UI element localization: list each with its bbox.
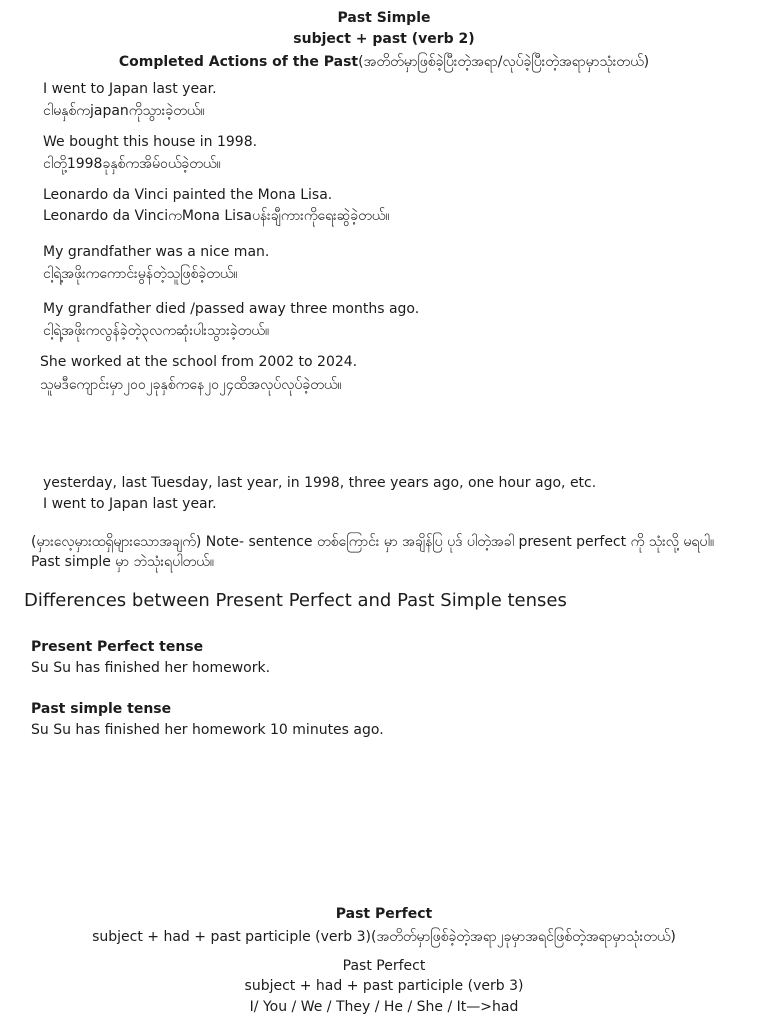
past-perfect-title-2: Past Perfect [342, 958, 426, 974]
example-4-my: ငါ့ရဲ့အဖိုးကကောင်းမွန်တဲ့သူဖြစ်ခဲ့တယ်။ [43, 266, 238, 282]
past-simple-formula: subject + past (verb 2) [293, 31, 475, 47]
example-6-my: သူမဒီကျောင်းမှာ၂၀၀၂ခုနှစ်ကနေ၂၀၂၄ထိအလုပ်လုပ်ခဲ့တယ်။ [40, 377, 342, 393]
example-1-my: ငါမနှစ်ကjapanကိုသွားခဲ့တယ်။ [43, 103, 205, 119]
present-perfect-label: Present Perfect tense [31, 639, 204, 655]
past-perfect-title: Past Perfect [335, 906, 433, 922]
past-perfect-formula: subject + had + past participle (verb 3)(အတိတ်မှာဖြစ်ခဲ့တဲ့အရာ၂ခုမှာအရင်ဖြစ်တဲ့အရာမှာသုံးတယ်) [92, 929, 676, 945]
past-simple-usage [0, 52, 768, 73]
example-2-en: We bought this house in 1998. [43, 134, 258, 150]
common-mistake-note: (မှားလေ့မှားထရှိများသောအချက်) Note- sentence တစ်ကြောင်း မှာ အချိန်ပြ ပုဒ် ပါတဲ့အခါ present perfect ကို သုံးလို့ မရပါ။ Past simple မှာ ဘဲသုံးရပါတယ်။ [31, 534, 715, 570]
past-perfect-pronouns: I/ You / We / They / He / She / It—>had [249, 999, 519, 1015]
differences-heading: Differences between Present Perfect and Past Simple tenses [24, 590, 567, 611]
time-expressions: yesterday, last Tuesday, last year, in 1998, three years ago, one hour ago, etc. [43, 475, 597, 491]
usage-note: (အတိတ်မှာဖြစ်ခဲ့ပြီးတဲ့အရာ/လုပ်ခဲ့ပြီးတဲ့အရာမှာသုံးတယ်) [358, 54, 650, 70]
usage-bold: Completed Actions of the Past [118, 54, 359, 70]
past-simple-label: Past simple tense [31, 701, 172, 717]
present-perfect-example: Su Su has finished her homework. [31, 660, 271, 676]
past-simple-title: Past Simple [337, 10, 431, 26]
example-3-my: Leonardo da VinciကMona Lisaပန်းချီကားကိုရေးဆွဲခဲ့တယ်။ [43, 208, 390, 224]
past-simple-example: Su Su has finished her homework 10 minutes ago. [31, 722, 384, 738]
example-1-en: I went to Japan last year. [43, 81, 217, 97]
example-3-en: Leonardo da Vinci painted the Mona Lisa. [43, 187, 333, 203]
time-example: I went to Japan last year. [43, 496, 217, 512]
example-5-my: ငါ့ရဲ့အဖိုးကလွန်ခဲ့တဲ့၃လကဆုံးပါးသွားခဲ့တယ်။ [43, 323, 270, 339]
example-2-my: ငါတို့1998ခုနှစ်ကအိမ်ဝယ်ခဲ့တယ်။ [43, 156, 221, 172]
example-6-en: She worked at the school from 2002 to 2024. [40, 354, 358, 370]
example-5-en: My grandfather died /passed away three months ago. [43, 301, 420, 317]
past-perfect-formula-2: subject + had + past participle (verb 3) [244, 978, 524, 994]
example-4-en: My grandfather was a nice man. [43, 244, 270, 260]
